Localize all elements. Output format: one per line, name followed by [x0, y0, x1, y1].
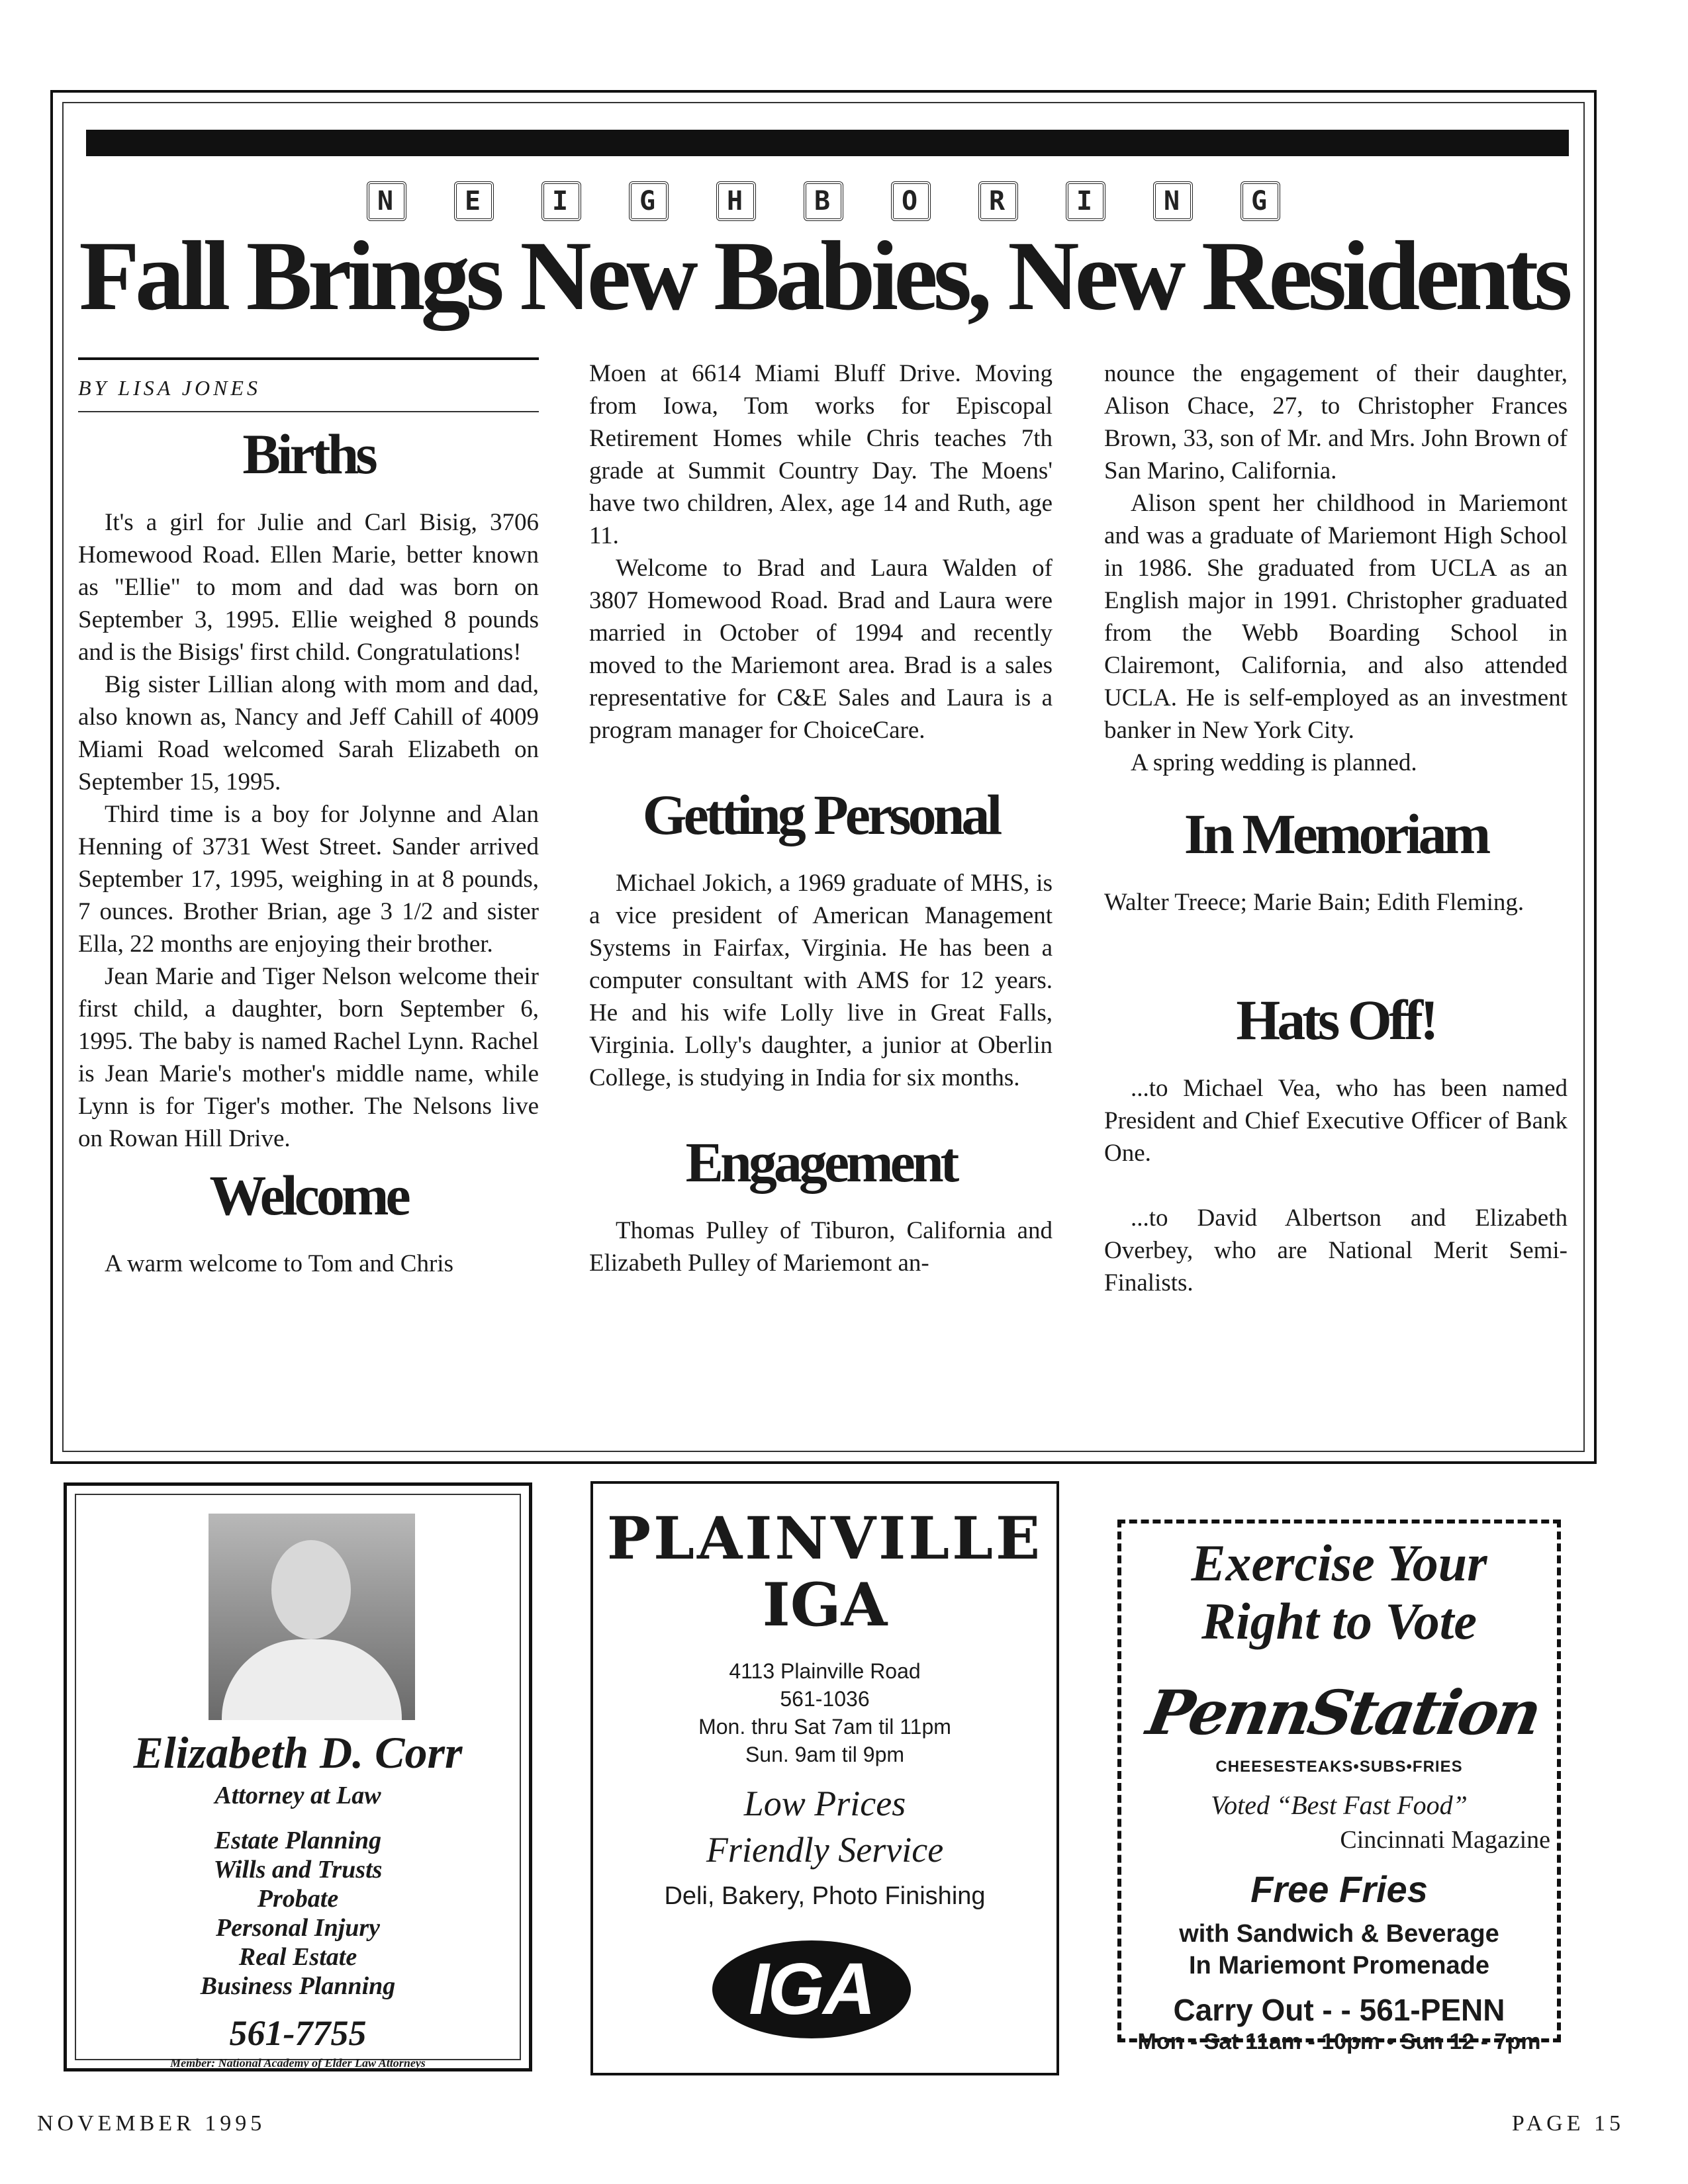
welcome-heading: Welcome — [209, 1163, 408, 1227]
penn-subtitle: CHEESESTEAKS•SUBS•FRIES — [1215, 1758, 1463, 1776]
kicker-letter: B — [804, 181, 843, 221]
byline: BY LISA JONES — [78, 357, 539, 412]
kicker-letter: G — [1241, 181, 1280, 221]
iga-hours-sunday: Sun. 9am til 9pm — [745, 1743, 905, 1766]
membership-note: Member: National Academy of Elder Law Attorneys — [170, 2056, 426, 2070]
getting-personal-heading: Getting Personal — [642, 783, 1000, 846]
kicker-letter: H — [716, 181, 756, 221]
welcome-paragraph: A warm welcome to Tom and Chris — [105, 1250, 453, 1277]
welcome-paragraph: Welcome to Brad and Laura Walden of 3807 Homewood Road. Brad and Laura were married in October of 1994 and recently moved to the Mariemont area. Brad is a sales representative for C&E Sales and Laura is a program manager for ChoiceCare. — [589, 555, 1053, 744]
iga-phone: 561-1036 — [780, 1687, 870, 1711]
iga-slogans — [593, 1780, 1056, 1873]
iga-departments: Deli, Bakery, Photo Finishing — [664, 1882, 986, 1910]
hats-off-heading: Hats Off! — [1236, 988, 1436, 1052]
penn-offer-line: with Sandwich & Beverage — [1179, 1920, 1499, 1948]
section-kicker — [53, 176, 1594, 221]
footer-date: NOVEMBER 1995 — [37, 2111, 266, 2136]
headline: Fall Brings New Babies, New Residents — [79, 221, 1568, 331]
penn-offer — [1121, 1918, 1557, 1981]
ad-inner-frame — [75, 1494, 521, 2070]
personal-paragraph: Michael Jokich, a 1969 graduate of MHS, is a vice president of American Management Systems in Fairfax, Virginia. He has been a computer consultant with AMS for 12 years. He and his wife Lolly live in Great Falls, Virginia. Lolly's daughter, a junior at Oberlin College, is studying in India for six months. — [589, 870, 1053, 1091]
attorney-role: Attorney at Law — [214, 1782, 381, 1809]
penn-carry-out: Carry Out - - 561-PENN — [1173, 1993, 1505, 2027]
penn-station-logo: PennStation — [1141, 1677, 1545, 1749]
footer-page-number: PAGE 15 — [1511, 2111, 1624, 2136]
penn-offer-line: In Mariemont Promenade — [1189, 1952, 1489, 1979]
kicker-letter: O — [891, 181, 931, 221]
penn-title — [1121, 1534, 1557, 1651]
kicker-letter: N — [367, 181, 406, 221]
portrait-head — [271, 1540, 351, 1639]
ad-plainville-iga — [590, 1481, 1059, 2075]
services-list — [76, 1826, 520, 2001]
top-rule-bar — [86, 130, 1569, 156]
portrait-shoulders — [222, 1639, 402, 1720]
kicker-letter: E — [454, 181, 494, 221]
ad-elizabeth-corr — [64, 1482, 532, 2071]
column-1 — [78, 357, 539, 1280]
births-paragraph: It's a girl for Julie and Carl Bisig, 3706 Homewood Road. Ellen Marie, better known as "Ellie" to mom and dad was born on September 3, 1995. Ellie weighed 8 pounds and is the Bisigs' first child. Congratulations! — [78, 509, 539, 666]
portrait-photo — [209, 1514, 415, 1720]
service-item: Personal Injury — [215, 1914, 381, 1942]
service-item: Real Estate — [238, 1943, 357, 1971]
penn-free-fries: Free Fries — [1250, 1868, 1428, 1910]
engagement-paragraph: A spring wedding is planned. — [1131, 749, 1417, 776]
column-3 — [1104, 357, 1568, 1299]
births-paragraph: Third time is a boy for Jolynne and Alan Henning of 3731 West Street. Sander arrived September 17, 1995, weighing in at 8 pounds, 7 ounces. Brother Brian, age 3 1/2 and sister Ella, 22 months are enjoying their brother. — [78, 801, 539, 958]
memoriam-paragraph: Walter Treece; Marie Bain; Edith Fleming. — [1104, 889, 1524, 916]
kicker-letter: I — [1066, 181, 1105, 221]
iga-title-line2: IGA — [762, 1570, 888, 1640]
iga-title-line1: PLAINVILLE — [606, 1504, 1043, 1572]
column-2 — [589, 357, 1053, 1279]
births-heading: Births — [242, 422, 375, 486]
kicker-letter: N — [1153, 181, 1193, 221]
engagement-paragraph: nounce the engagement of their daughter, Alison Chace, 27, to Christopher Frances Brown, 33, son of Mr. and Mrs. John Brown of San Marino, California. — [1104, 360, 1568, 484]
service-item: Wills and Trusts — [213, 1856, 383, 1884]
iga-slogan: Low Prices — [743, 1784, 906, 1823]
kicker-letter: I — [541, 181, 581, 221]
kicker-letter: R — [978, 181, 1018, 221]
penn-hours: Mon - Sat 11am - 10pm • Sun 12 - 7pm — [1137, 2029, 1541, 2054]
in-memoriam-heading: In Memoriam — [1184, 802, 1488, 866]
iga-address: 4113 Plainville Road — [729, 1659, 921, 1683]
penn-voted: Voted “Best Fast Food” — [1211, 1790, 1468, 1820]
penn-title-line1: Exercise Your — [1191, 1534, 1487, 1592]
ad-penn-station — [1117, 1520, 1561, 2054]
penn-magazine: Cincinnati Magazine — [1340, 1826, 1550, 1854]
hats-off-paragraph: ...to David Albertson and Elizabeth Overbey, who are National Merit Semi-Finalists. — [1104, 1205, 1568, 1297]
engagement-heading: Engagement — [685, 1130, 957, 1194]
engagement-paragraph: Alison spent her childhood in Mariemont and was a graduate of Mariemont High School in 1986. She graduated from UCLA as an English major in 1991. Christopher graduated from the Webb Boarding School in Clairemont, California, and also attended UCLA. He is self-employed as an investment banker in New York City. — [1104, 490, 1568, 744]
service-item: Business Planning — [200, 1972, 396, 2000]
attorney-name: Elizabeth D. Corr — [133, 1727, 463, 1778]
iga-slogan: Friendly Service — [706, 1830, 944, 1870]
welcome-paragraph: Moen at 6614 Miami Bluff Drive. Moving from Iowa, Tom works for Episcopal Retirement Homes while Chris teaches 7th grade at Summit Country Day. The Moens' have two children, Alex, age 14 and Ruth, age 11. — [589, 360, 1053, 549]
iga-hours-weekday: Mon. thru Sat 7am til 11pm — [698, 1715, 951, 1739]
iga-info — [593, 1657, 1056, 1768]
births-paragraph: Big sister Lillian along with mom and dad, also known as, Nancy and Jeff Cahill of 4009 Miami Road welcomed Sarah Elizabeth on September 15, 1995. — [78, 671, 539, 796]
engagement-paragraph: Thomas Pulley of Tiburon, California and Elizabeth Pulley of Mariemont an- — [589, 1217, 1053, 1277]
births-paragraph: Jean Marie and Tiger Nelson welcome their first child, a daughter, born September 6, 1995. The baby is named Rachel Lynn. Rachel is Jean Marie's mother's middle name, while Lynn is for Tiger's mother. The Nelsons live on Rowan Hill Drive. — [78, 963, 539, 1152]
article-frame — [50, 90, 1597, 1464]
penn-title-line2: Right to Vote — [1201, 1592, 1477, 1650]
attorney-phone: 561-7755 — [229, 2013, 367, 2053]
kicker-letter: G — [629, 181, 669, 221]
iga-logo: IGA — [712, 1940, 911, 2038]
hats-off-paragraph: ...to Michael Vea, who has been named President and Chief Executive Officer of Bank One. — [1104, 1075, 1568, 1167]
service-item: Probate — [257, 1885, 339, 1913]
service-item: Estate Planning — [214, 1827, 382, 1854]
